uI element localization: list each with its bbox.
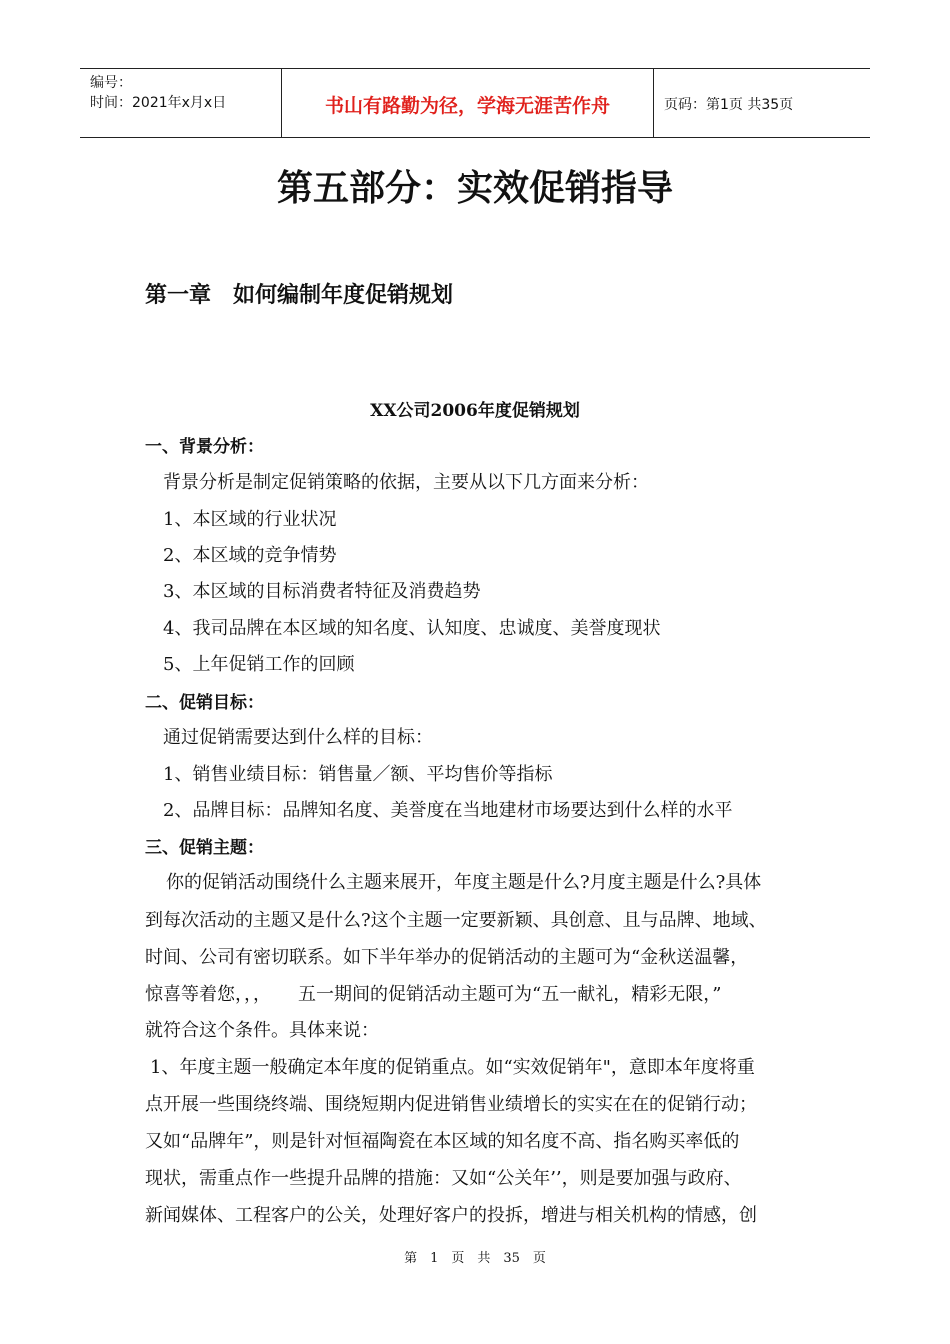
section-heading-background: 一、背景分析：: [145, 437, 264, 457]
list-item: 4、我司品牌在本区域的知名度、认知度、忠诚度、美誉度现状: [163, 618, 661, 639]
list-item: 2、品牌目标：品牌知名度、美誉度在当地建材市场要达到什么样的水平: [163, 800, 733, 821]
paragraph-line: 又如“品牌年”，则是针对恒福陶瓷在本区域的知名度不高、指名购买率低的: [145, 1131, 740, 1152]
paragraph-line: 现状，需重点作一些提升品牌的措施：又如“公关年’’，则是要加强与政府、: [145, 1168, 742, 1189]
page-footer: 第 1 页 共 35 页: [404, 1251, 546, 1266]
header-date-label: 时间：2021年x月x日: [90, 95, 227, 111]
paragraph-line: 就符合这个条件。具体来说：: [145, 1020, 379, 1041]
header-page-code: 页码：第1页 共35页: [664, 97, 794, 113]
paragraph: 通过促销需要达到什么样的目标：: [163, 727, 433, 748]
part-title: 第五部分：实效促销指导: [276, 168, 673, 209]
section-heading-theme: 三、促销主题：: [145, 838, 264, 858]
paragraph: 背景分析是制定促销策略的依据，主要从以下几方面来分析：: [163, 472, 649, 493]
paragraph-line: 1、年度主题一般确定本年度的促销重点。如“实效促销年"，意即本年度将重: [150, 1057, 755, 1078]
list-item: 2、本区域的竞争情势: [163, 545, 337, 566]
header-meta-cell: [80, 69, 282, 137]
list-item: 1、本区域的行业状况: [163, 509, 337, 530]
paragraph-line: 时间、公司有密切联系。如下半年举办的促销活动的主题可为“金秋送温馨，: [145, 947, 749, 968]
chapter-title: 第一章 如何编制年度促销规划: [145, 283, 454, 308]
section-heading-goals: 二、促销目标：: [145, 693, 264, 713]
list-item: 3、本区域的目标消费者特征及消费趋势: [163, 581, 481, 602]
header-page-cell: [654, 69, 870, 137]
paragraph-line: 点开展一些围绕终端、围绕短期内促进销售业绩增长的实实在在的促销行动；: [145, 1094, 757, 1115]
header-motto: 书山有路勤为径，学海无涯苦作舟: [324, 95, 610, 117]
header-table: [80, 68, 870, 138]
list-item: 5、上年促销工作的回顾: [163, 654, 355, 675]
list-item: 1、销售业绩目标：销售量／额、平均售价等指标: [163, 764, 553, 785]
header-number-label: 编号：: [90, 75, 132, 91]
document-title: XX公司2006年度促销规划: [370, 401, 580, 421]
paragraph-line: 新闻媒体、工程客户的公关，处理好客户的投拆，增进与相关机构的情感，创: [145, 1205, 757, 1226]
header-motto-cell: [282, 69, 654, 137]
paragraph-line: 惊喜等着您，，， 五一期间的促销活动主题可为“五一献礼，精彩无限，”: [145, 984, 722, 1005]
paragraph-line: 你的促销活动围绕什么主题来展开，年度主题是什么?月度主题是什么?具体: [166, 872, 762, 893]
paragraph-line: 到每次活动的主题又是什么?这个主题一定要新颖、具创意、且与品牌、地域、: [145, 910, 767, 931]
